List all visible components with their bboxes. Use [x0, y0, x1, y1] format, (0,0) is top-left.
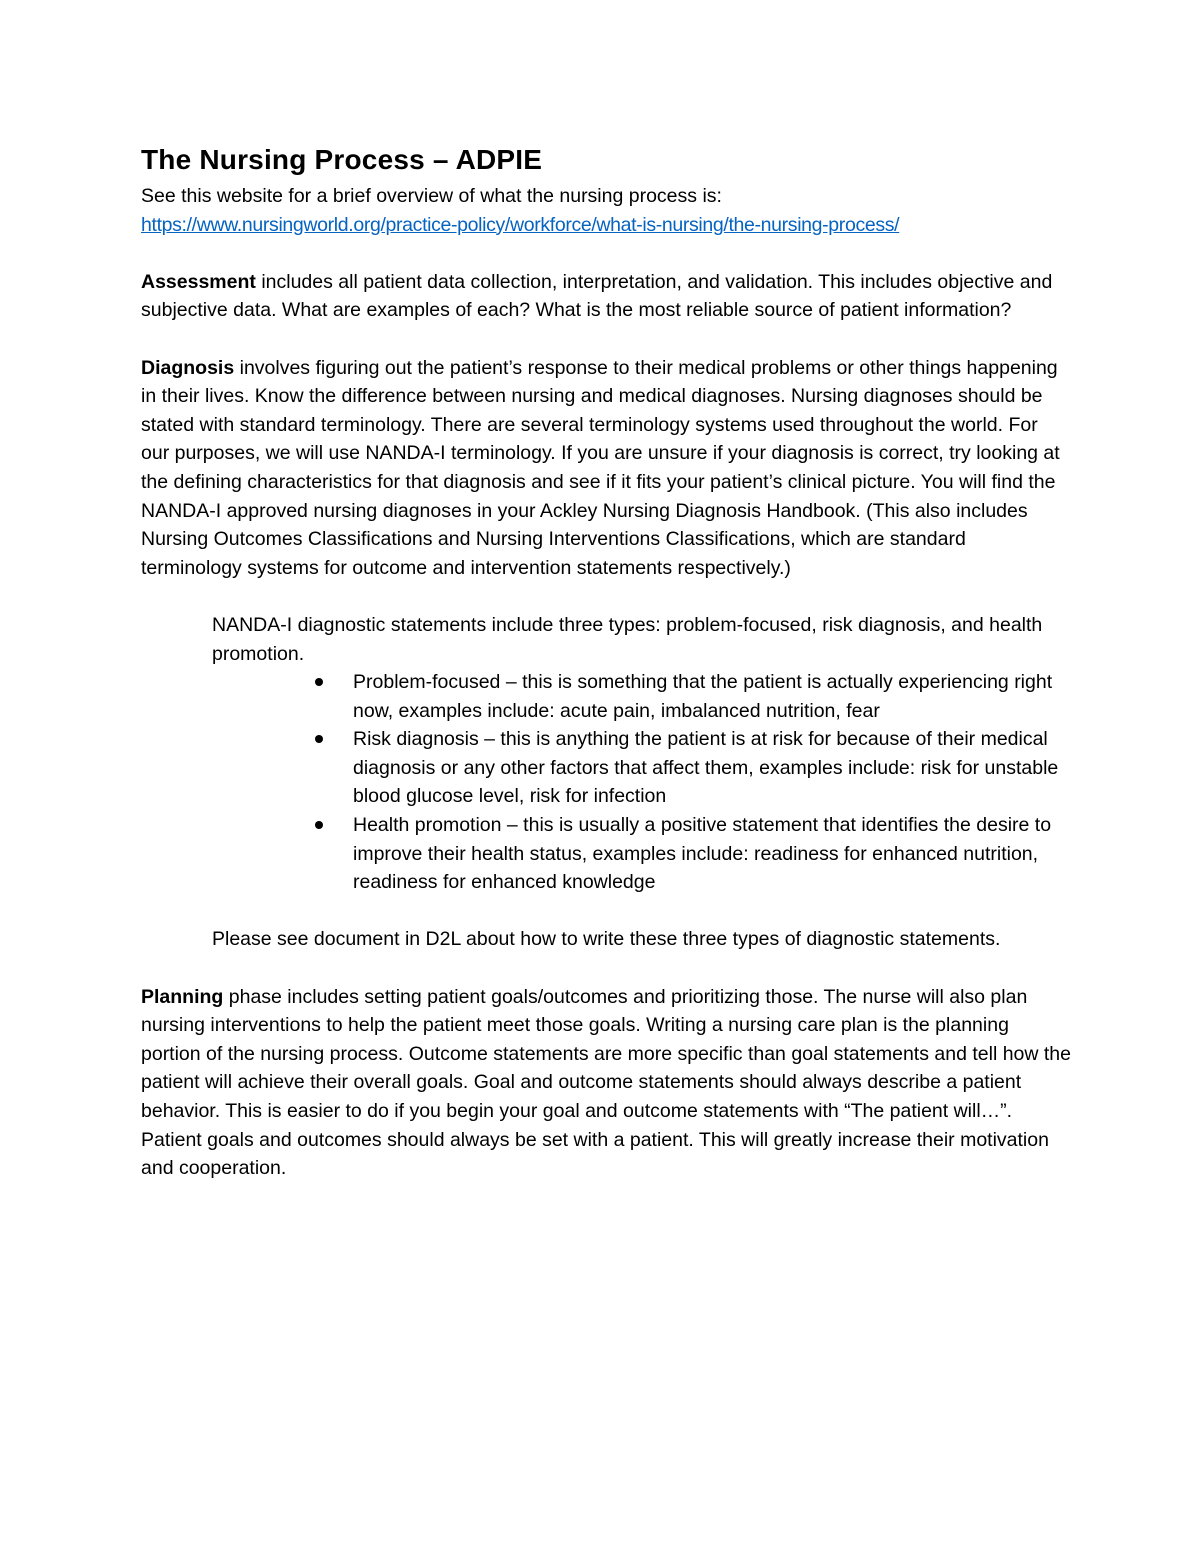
assessment-term: Assessment — [141, 270, 256, 293]
planning-term: Planning — [141, 985, 224, 1008]
bullet-icon — [315, 821, 323, 829]
assessment-paragraph — [141, 268, 1071, 325]
nanda-section — [212, 611, 1062, 897]
nursing-process-link[interactable]: https://www.nursingworld.org/practice-policy/workforce/what-is-nursing/the-nursing-process/ — [141, 213, 900, 236]
nanda-intro: NANDA-I diagnostic statements include three types: problem-focused, risk diagnosis, and health promotion. — [212, 613, 1043, 665]
d2l-note: Please see document in D2L about how to write these three types of diagnostic statements. — [212, 928, 1001, 951]
planning-text: phase includes setting patient goals/outcomes and prioritizing those. The nurse will also plan nursing interventions to help the patient meet those goals. Writing a nursing care plan is the planning portion of the nursing process. Outcome statements are more specific than goal statements and tell how the patient will achieve their overall goals. Goal and outcome statements should always describe a patient behavior. This is easier to do if you begin your goal and outcome statements with “The patient will…”. Patient goals and outcomes should always be set with a patient. This will greatly increase their motivation and cooperation. — [141, 985, 1071, 1180]
bullet-icon — [315, 735, 323, 743]
diagnosis-text: involves figuring out the patient’s response to their medical problems or other things happening in their lives. Know the difference between nursing and medical diagnoses. Nursing diagnoses should be stated with standard terminology. There are several terminology systems used throughout the world. For our purposes, we will use NANDA-I terminology. If you are unsure if your diagnosis is correct, try looking at the defining characteristics for that diagnosis and see if it fits your patient’s clinical picture. You will find the NANDA-I approved nursing diagnoses in your Ackley Nursing Diagnosis Handbook. (This also includes Nursing Outcomes Classifications and Nursing Interventions Classifications, which are standard terminology systems for outcome and intervention statements respectively.) — [141, 356, 1060, 579]
list-item — [353, 811, 1062, 897]
intro-link-line — [141, 211, 1071, 240]
assessment-text: includes all patient data collection, interpretation, and validation. This includes objective and subjective data. What are examples of each? What is the most reliable source of patient information? — [141, 270, 1053, 322]
list-item — [353, 725, 1062, 811]
document-title: The Nursing Process – ADPIE — [141, 144, 543, 175]
planning-paragraph — [141, 983, 1071, 1183]
diagnosis-paragraph — [141, 354, 1071, 583]
bullet-text-problem-focused: Problem-focused – this is something that the patient is actually experiencing right now, examples include: acute pain, imbalanced nutrition, fear — [353, 671, 1053, 722]
intro-text: See this website for a brief overview of what the nursing process is: — [141, 185, 722, 207]
nanda-type-list — [212, 668, 1062, 897]
bullet-text-health-promotion: Health promotion – this is usually a positive statement that identifies the desire to improve their health status, examples include: readiness for enhanced nutrition, readiness for enhanced knowledge — [353, 814, 1052, 894]
document-page — [141, 140, 1071, 1183]
bullet-text-risk-diagnosis: Risk diagnosis – this is anything the patient is at risk for because of their medical diagnosis or any other factors that affect them, examples include: risk for unstable blood glucose level, risk for infection — [353, 728, 1059, 808]
diagnosis-term: Diagnosis — [141, 356, 235, 379]
bullet-icon — [315, 678, 323, 686]
list-item — [353, 668, 1062, 725]
